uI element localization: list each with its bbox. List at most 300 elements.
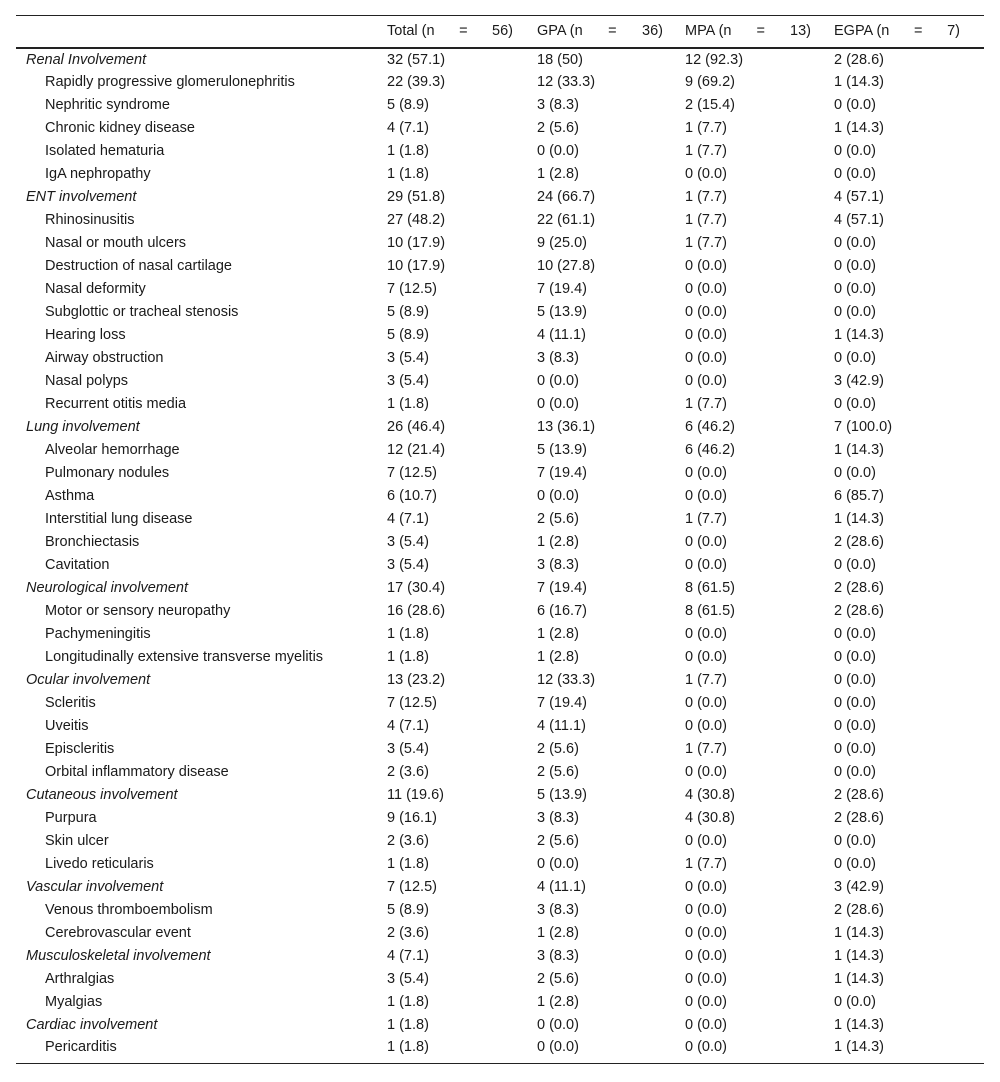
value-cell: 0 (0.0): [834, 97, 876, 113]
value-cell: 0 (0.0): [834, 258, 876, 274]
value-cell: 1 (7.7): [685, 235, 727, 251]
value-cell: 3 (5.4): [387, 534, 429, 550]
value-cell: 0 (0.0): [685, 327, 727, 343]
item-label: Nasal polyps: [45, 373, 129, 389]
value-cell: 10 (17.9): [387, 235, 446, 251]
value-cell: 2 (28.6): [834, 534, 884, 550]
value-cell: 5 (8.9): [387, 304, 429, 320]
value-cell: 29 (51.8): [387, 189, 446, 205]
item-label: Nasal deformity: [45, 281, 146, 297]
value-cell: 2 (15.4): [685, 97, 735, 113]
value-cell: 4 (11.1): [537, 327, 586, 343]
value-cell: 4 (7.1): [387, 511, 429, 527]
table-row: [16, 623, 984, 646]
row-label-cell: [16, 393, 387, 416]
value-cell: 1 (1.8): [387, 143, 429, 159]
column-header-part: =: [913, 23, 923, 40]
table-row: [16, 738, 984, 761]
value-cell: 10 (27.8): [537, 258, 596, 274]
category-row: [16, 416, 984, 439]
value-cell: 12 (33.3): [537, 672, 596, 688]
value-cell: 5 (13.9): [537, 442, 587, 458]
value-cell: 0 (0.0): [537, 396, 579, 412]
value-cell: 6 (10.7): [387, 488, 437, 504]
row-label-cell: [16, 853, 387, 876]
value-cell: 1 (2.8): [537, 649, 579, 665]
value-cell: 0 (0.0): [685, 304, 727, 320]
value-cell: 7 (19.4): [537, 580, 587, 596]
value-cell: 0 (0.0): [834, 994, 876, 1010]
value-cell: 1 (2.8): [537, 626, 579, 642]
row-label-cell: [16, 646, 387, 669]
category-label: Vascular involvement: [26, 879, 164, 895]
value-cell: 6 (46.2): [685, 419, 735, 435]
value-cell: 10 (17.9): [387, 258, 446, 274]
table-row: [16, 715, 984, 738]
table-row: [16, 554, 984, 577]
value-cell: 0 (0.0): [834, 833, 876, 849]
value-cell: 7 (100.0): [834, 419, 893, 435]
row-label-cell: [16, 945, 387, 968]
value-cell: 0 (0.0): [685, 718, 727, 734]
row-label-cell: [16, 94, 387, 117]
value-cell: 0 (0.0): [537, 856, 579, 872]
value-cell: 7 (12.5): [387, 879, 437, 895]
value-cell: 0 (0.0): [685, 902, 727, 918]
table-row: [16, 324, 984, 347]
value-cell: 1 (7.7): [685, 741, 727, 757]
header-gpa: [537, 16, 685, 48]
table-row: [16, 163, 984, 186]
value-cell: 1 (14.3): [834, 971, 884, 987]
value-cell: 9 (25.0): [537, 235, 587, 251]
value-cell: 4 (57.1): [834, 189, 884, 205]
row-label-cell: [16, 485, 387, 508]
item-label: Subglottic or tracheal stenosis: [45, 304, 239, 320]
column-header-part: 36): [642, 23, 663, 40]
item-label: Episcleritis: [45, 741, 115, 757]
value-cell: 0 (0.0): [685, 764, 727, 780]
row-label-cell: [16, 531, 387, 554]
item-label: Nephritic syndrome: [45, 97, 170, 113]
item-label: Arthralgias: [45, 971, 115, 987]
table-row: [16, 968, 984, 991]
value-cell: 0 (0.0): [685, 925, 727, 941]
row-label-cell: [16, 324, 387, 347]
category-label: Ocular involvement: [26, 672, 151, 688]
row-label-cell: [16, 278, 387, 301]
column-header-part: 56): [492, 23, 513, 40]
value-cell: 1 (1.8): [387, 994, 429, 1010]
category-label: Renal Involvement: [26, 51, 147, 68]
value-cell: 3 (8.3): [537, 902, 579, 918]
item-label: Motor or sensory neuropathy: [45, 603, 231, 619]
value-cell: 17 (30.4): [387, 580, 446, 596]
table-row: [16, 485, 984, 508]
value-cell: 13 (23.2): [387, 672, 446, 688]
value-cell: 3 (5.4): [387, 557, 429, 573]
value-cell: 1 (2.8): [537, 534, 579, 550]
item-label: Pericarditis: [45, 1038, 117, 1055]
header-mpa: [685, 16, 834, 48]
column-header-part: 7): [947, 23, 960, 40]
table-row: [16, 140, 984, 163]
table-row: [16, 922, 984, 945]
value-cell: 2 (5.6): [537, 971, 579, 987]
column-header-part: =: [459, 23, 468, 40]
value-cell: 7 (12.5): [387, 281, 437, 297]
value-cell: 0 (0.0): [685, 879, 727, 895]
category-row: [16, 1014, 984, 1037]
category-row: [16, 577, 984, 600]
value-cell: 0 (0.0): [685, 350, 727, 366]
column-header-part: =: [608, 23, 617, 40]
value-cell: 0 (0.0): [685, 281, 727, 297]
table-row: [16, 853, 984, 876]
value-cell: 0 (0.0): [834, 350, 876, 366]
value-cell: 8 (61.5): [685, 603, 735, 619]
table-header: [16, 16, 984, 48]
row-label-cell: [16, 370, 387, 393]
value-cell: 2 (28.6): [834, 902, 884, 918]
value-cell: 1 (7.7): [685, 396, 727, 412]
category-label: Cardiac involvement: [26, 1017, 158, 1033]
value-cell: 4 (7.1): [387, 120, 429, 136]
value-cell: 4 (30.8): [685, 787, 735, 803]
row-label-cell: [16, 140, 387, 163]
item-label: Cavitation: [45, 557, 110, 573]
value-cell: 1 (7.7): [685, 212, 727, 228]
value-cell: 1 (14.3): [834, 74, 884, 90]
item-label: Destruction of nasal cartilage: [45, 258, 232, 274]
value-cell: 4 (11.1): [537, 879, 586, 895]
row-label-cell: [16, 48, 387, 71]
value-cell: 0 (0.0): [685, 948, 727, 964]
value-cell: 6 (85.7): [834, 488, 884, 504]
value-cell: 1 (7.7): [685, 120, 727, 136]
table-row: [16, 117, 984, 140]
value-cell: 1 (14.3): [834, 511, 884, 527]
item-label: Livedo reticularis: [45, 856, 154, 872]
value-cell: 0 (0.0): [685, 695, 727, 711]
header-blank: [16, 16, 387, 48]
row-label-cell: [16, 715, 387, 738]
category-label: Musculoskeletal involvement: [26, 948, 211, 964]
table-row: [16, 393, 984, 416]
value-cell: 0 (0.0): [834, 741, 876, 757]
value-cell: 0 (0.0): [685, 488, 727, 504]
row-label-cell: [16, 899, 387, 922]
value-cell: 18 (50): [537, 51, 583, 68]
category-row: [16, 669, 984, 692]
value-cell: 1 (14.3): [834, 327, 884, 343]
category-label: ENT involvement: [26, 189, 137, 205]
item-label: IgA nephropathy: [45, 166, 151, 182]
value-cell: 0 (0.0): [834, 396, 876, 412]
item-label: Airway obstruction: [45, 350, 164, 366]
value-cell: 0 (0.0): [834, 143, 876, 159]
value-cell: 1 (7.7): [685, 189, 727, 205]
value-cell: 1 (1.8): [387, 396, 429, 412]
value-cell: 32 (57.1): [387, 51, 446, 68]
category-row: [16, 876, 984, 899]
column-header-part: MPA (n: [685, 23, 732, 40]
table-row: [16, 830, 984, 853]
row-label-cell: [16, 876, 387, 899]
value-cell: 1 (1.8): [387, 649, 429, 665]
value-cell: 3 (8.3): [537, 948, 579, 964]
row-label-cell: [16, 1037, 387, 1064]
value-cell: 2 (5.6): [537, 511, 579, 527]
table-row: [16, 991, 984, 1014]
item-label: Interstitial lung disease: [45, 511, 193, 527]
row-label-cell: [16, 416, 387, 439]
value-cell: 0 (0.0): [685, 258, 727, 274]
value-cell: 0 (0.0): [685, 626, 727, 642]
value-cell: 9 (16.1): [387, 810, 437, 826]
header-egpa: [834, 16, 984, 48]
value-cell: 7 (19.4): [537, 465, 587, 481]
category-label: Lung involvement: [26, 419, 140, 435]
value-cell: 1 (2.8): [537, 166, 579, 182]
value-cell: 3 (8.3): [537, 97, 579, 113]
row-label-cell: [16, 186, 387, 209]
value-cell: 26 (46.4): [387, 419, 446, 435]
table-row: [16, 439, 984, 462]
value-cell: 0 (0.0): [834, 166, 876, 182]
value-cell: 0 (0.0): [834, 649, 876, 665]
value-cell: 0 (0.0): [685, 994, 727, 1010]
column-header-label: [537, 23, 663, 39]
row-label-cell: [16, 209, 387, 232]
header-total: [387, 16, 537, 48]
value-cell: 0 (0.0): [834, 764, 876, 780]
row-label-cell: [16, 669, 387, 692]
row-label-cell: [16, 991, 387, 1014]
value-cell: 0 (0.0): [537, 488, 579, 504]
category-label: Neurological involvement: [26, 580, 188, 596]
row-label-cell: [16, 255, 387, 278]
column-header-label: [834, 23, 960, 39]
value-cell: 16 (28.6): [387, 603, 446, 619]
item-label: Rapidly progressive glomerulonephritis: [45, 74, 295, 90]
value-cell: 2 (5.6): [537, 741, 579, 757]
value-cell: 0 (0.0): [834, 672, 876, 688]
value-cell: 1 (1.8): [387, 166, 429, 182]
category-row: [16, 945, 984, 968]
table-row: [16, 71, 984, 94]
table-row: [16, 278, 984, 301]
table-row: [16, 1037, 984, 1064]
value-cell: 3 (5.4): [387, 741, 429, 757]
value-cell: 0 (0.0): [537, 143, 579, 159]
value-cell: 5 (8.9): [387, 327, 429, 343]
column-header-label: [685, 23, 811, 39]
row-label-cell: [16, 577, 387, 600]
value-cell: 12 (21.4): [387, 442, 446, 458]
value-cell: 0 (0.0): [834, 856, 876, 872]
value-cell: 0 (0.0): [834, 465, 876, 481]
value-cell: 7 (12.5): [387, 695, 437, 711]
value-cell: 0 (0.0): [537, 1017, 579, 1033]
row-label-cell: [16, 71, 387, 94]
value-cell: 1 (7.7): [685, 672, 727, 688]
item-label: Skin ulcer: [45, 833, 109, 849]
value-cell: 2 (3.6): [387, 925, 429, 941]
item-label: Nasal or mouth ulcers: [45, 235, 187, 251]
table-row: [16, 347, 984, 370]
value-cell: 0 (0.0): [685, 971, 727, 987]
value-cell: 4 (30.8): [685, 810, 735, 826]
value-cell: 0 (0.0): [834, 281, 876, 297]
row-label-cell: [16, 117, 387, 140]
value-cell: 6 (16.7): [537, 603, 587, 619]
value-cell: 22 (39.3): [387, 74, 446, 90]
item-label: Myalgias: [45, 994, 103, 1010]
value-cell: 0 (0.0): [537, 1037, 685, 1064]
value-cell: 2 (5.6): [537, 120, 579, 136]
table-row: [16, 255, 984, 278]
value-cell: 0 (0.0): [834, 695, 876, 711]
row-label-cell: [16, 347, 387, 370]
value-cell: 2 (3.6): [387, 764, 429, 780]
item-label: Orbital inflammatory disease: [45, 764, 229, 780]
value-cell: 12 (33.3): [537, 74, 596, 90]
value-cell: 0 (0.0): [685, 166, 727, 182]
value-cell: 3 (8.3): [537, 810, 579, 826]
value-cell: 0 (0.0): [685, 373, 727, 389]
item-label: Pachymeningitis: [45, 626, 151, 642]
item-label: Uveitis: [45, 718, 89, 734]
category-label: Cutaneous involvement: [26, 787, 178, 803]
row-label-cell: [16, 784, 387, 807]
value-cell: 0 (0.0): [537, 373, 579, 389]
value-cell: 1 (14.3): [834, 1037, 984, 1064]
value-cell: 1 (1.8): [387, 1017, 429, 1033]
value-cell: 0 (0.0): [834, 235, 876, 251]
row-label-cell: [16, 600, 387, 623]
value-cell: 1 (14.3): [834, 925, 884, 941]
value-cell: 2 (28.6): [834, 603, 884, 619]
item-label: Longitudinally extensive transverse myelitis: [45, 649, 324, 665]
row-label-cell: [16, 232, 387, 255]
value-cell: 4 (11.1): [537, 718, 586, 734]
table-body: [16, 48, 984, 1064]
value-cell: 0 (0.0): [834, 626, 876, 642]
value-cell: 2 (28.6): [834, 810, 884, 826]
table-row: [16, 370, 984, 393]
value-cell: 1 (7.7): [685, 143, 727, 159]
table-row: [16, 807, 984, 830]
row-label-cell: [16, 301, 387, 324]
value-cell: 12 (92.3): [685, 51, 744, 68]
table-row: [16, 508, 984, 531]
clinical-manifestations-table: [16, 15, 984, 1064]
value-cell: 11 (19.6): [387, 787, 444, 803]
table-row: [16, 232, 984, 255]
value-cell: 3 (5.4): [387, 350, 429, 366]
value-cell: 2 (3.6): [387, 833, 429, 849]
table-row: [16, 301, 984, 324]
column-header-part: Total (n: [387, 23, 435, 40]
item-label: Asthma: [45, 488, 95, 504]
value-cell: 13 (36.1): [537, 419, 596, 435]
value-cell: 1 (14.3): [834, 120, 884, 136]
item-label: Isolated hematuria: [45, 143, 165, 159]
column-header-part: GPA (n: [537, 23, 583, 40]
item-label: Pulmonary nodules: [45, 465, 170, 481]
value-cell: 3 (8.3): [537, 557, 579, 573]
value-cell: 3 (5.4): [387, 373, 429, 389]
row-label-cell: [16, 922, 387, 945]
value-cell: 5 (8.9): [387, 902, 429, 918]
value-cell: 7 (19.4): [537, 695, 587, 711]
value-cell: 0 (0.0): [685, 534, 727, 550]
value-cell: 3 (42.9): [834, 879, 884, 895]
value-cell: 24 (66.7): [537, 189, 596, 205]
column-header-part: =: [756, 23, 765, 40]
value-cell: 9 (69.2): [685, 74, 735, 90]
table-row: [16, 600, 984, 623]
row-label-cell: [16, 163, 387, 186]
value-cell: 2 (28.6): [834, 787, 884, 803]
value-cell: 1 (2.8): [537, 994, 579, 1010]
table-row: [16, 692, 984, 715]
column-header-label: [387, 23, 513, 39]
value-cell: 5 (13.9): [537, 304, 587, 320]
row-label-cell: [16, 738, 387, 761]
value-cell: 2 (5.6): [537, 764, 579, 780]
value-cell: 0 (0.0): [685, 1037, 834, 1064]
value-cell: 7 (12.5): [387, 465, 437, 481]
column-header-part: EGPA (n: [834, 23, 890, 40]
row-label-cell: [16, 968, 387, 991]
value-cell: 3 (5.4): [387, 971, 429, 987]
item-label: Cerebrovascular event: [45, 925, 191, 941]
value-cell: 0 (0.0): [685, 833, 727, 849]
row-label-cell: [16, 692, 387, 715]
row-label-cell: [16, 508, 387, 531]
table-row: [16, 761, 984, 784]
item-label: Scleritis: [45, 695, 96, 711]
row-label-cell: [16, 761, 387, 784]
value-cell: 5 (8.9): [387, 97, 429, 113]
value-cell: 1 (1.8): [387, 856, 429, 872]
category-row: [16, 784, 984, 807]
table-row: [16, 209, 984, 232]
item-label: Purpura: [45, 810, 97, 826]
value-cell: 6 (46.2): [685, 442, 735, 458]
category-row: [16, 186, 984, 209]
value-cell: 5 (13.9): [537, 787, 587, 803]
value-cell: 4 (57.1): [834, 212, 884, 228]
value-cell: 22 (61.1): [537, 212, 596, 228]
value-cell: 1 (14.3): [834, 1017, 884, 1033]
value-cell: 1 (7.7): [685, 511, 727, 527]
table-row: [16, 462, 984, 485]
category-row: [16, 48, 984, 71]
value-cell: 3 (8.3): [537, 350, 579, 366]
value-cell: 0 (0.0): [685, 465, 727, 481]
row-label-cell: [16, 807, 387, 830]
value-cell: 4 (7.1): [387, 718, 429, 734]
value-cell: 7 (19.4): [537, 281, 587, 297]
table-row: [16, 94, 984, 117]
row-label-cell: [16, 462, 387, 485]
header-row: [16, 16, 984, 48]
value-cell: 1 (1.8): [387, 1037, 537, 1064]
table-row: [16, 531, 984, 554]
